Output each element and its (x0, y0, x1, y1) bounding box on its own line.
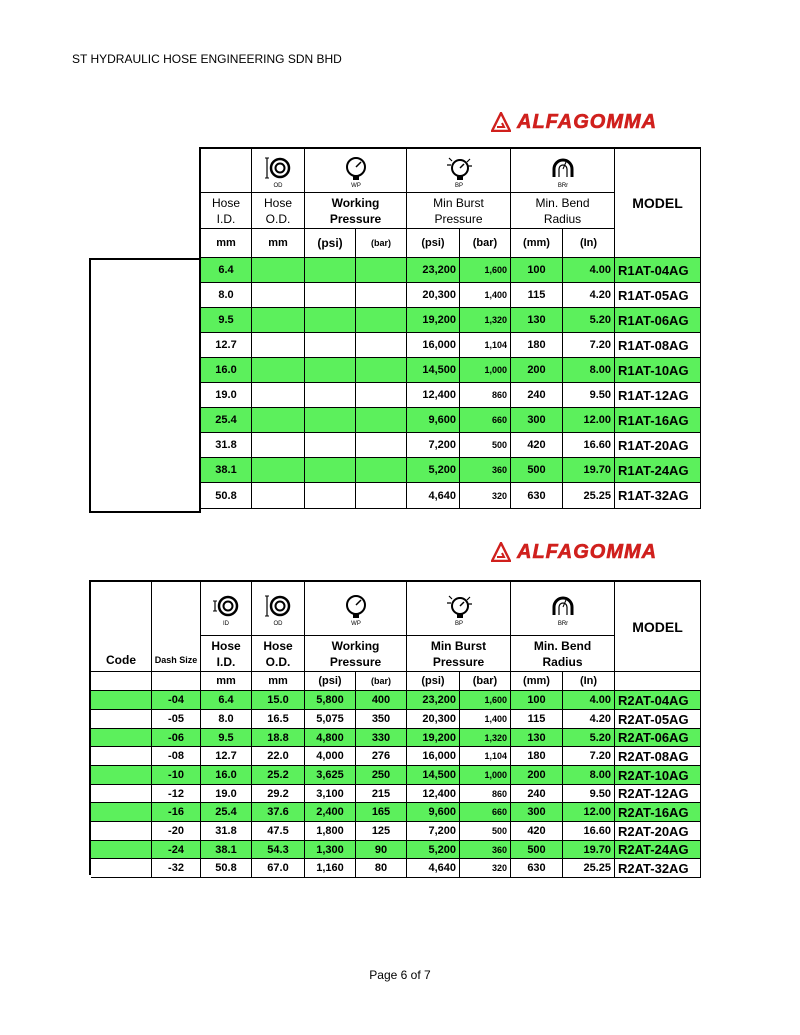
br-mm-cell: 630 (511, 859, 563, 878)
bp-psi-cell: 9,600 (407, 803, 460, 822)
wp-bar-cell: 350 (356, 710, 407, 729)
hose-id-cell: 8.0 (201, 283, 252, 308)
wp-psi-cell: 1,800 (305, 822, 356, 841)
model-header: MODEL (615, 149, 701, 258)
wp-bar-cell (356, 333, 407, 358)
bp-bar-cell: 500 (460, 822, 511, 841)
br-mm-cell: 500 (511, 458, 563, 483)
hose-od-cell: 16.5 (252, 710, 305, 729)
wp-psi-cell: 4,000 (305, 747, 356, 766)
wp-psi-cell: 1,300 (305, 841, 356, 859)
hose-id-cell: 9.5 (201, 729, 252, 747)
wp-psi-cell: 2,400 (305, 803, 356, 822)
bp-bar-cell: 1,104 (460, 333, 511, 358)
bend-radius-header (511, 636, 615, 672)
hose-od-cell (252, 283, 305, 308)
br-mm-cell: 100 (511, 258, 563, 283)
hose-id-cell: 16.0 (201, 766, 252, 785)
alfagomma-mark-icon (491, 112, 511, 132)
id-icon (211, 593, 241, 627)
code-cell (91, 859, 152, 878)
wp-bar-cell (356, 258, 407, 283)
model-cell: R1AT-05AG (615, 283, 701, 308)
code-cell (91, 766, 152, 785)
bp-psi-cell: 16,000 (407, 747, 460, 766)
br-mm-cell: 420 (511, 433, 563, 458)
br-in-cell: 12.00 (563, 408, 615, 433)
bp-bar-cell: 1,600 (460, 691, 511, 710)
svg-text:WP: WP (350, 182, 361, 189)
model-cell: R1AT-06AG (615, 308, 701, 333)
unit-cell: (mm) (511, 672, 563, 691)
br-in-cell: 5.20 (563, 308, 615, 333)
hose-id-cell: 8.0 (201, 710, 252, 729)
hose-id-cell: 6.4 (201, 691, 252, 710)
wp-psi-cell (305, 383, 356, 408)
hose-id-cell: 16.0 (201, 358, 252, 383)
unit-cell: mm (252, 672, 305, 691)
hose-id-cell: 25.4 (201, 408, 252, 433)
bp-psi-cell: 20,300 (407, 710, 460, 729)
br-mm-cell: 630 (511, 483, 563, 509)
bp-psi-cell: 14,500 (407, 766, 460, 785)
od-icon-cell (252, 149, 305, 193)
hose-od-cell (252, 258, 305, 283)
unit-cell: mm (252, 229, 305, 258)
company-name: ST HYDRAULIC HOSE ENGINEERING SDN BHD (72, 52, 342, 66)
br-in-cell: 8.00 (563, 358, 615, 383)
od-icon (263, 155, 293, 189)
wp-psi-cell (305, 483, 356, 509)
unit-cell: (bar) (356, 672, 407, 691)
svg-text:BRr: BRr (557, 182, 568, 189)
hose-od-header (252, 193, 305, 229)
hose-id-cell: 31.8 (201, 822, 252, 841)
header-line-1: Working (331, 638, 380, 653)
bp-psi-cell: 19,200 (407, 729, 460, 747)
wp-bar-cell: 250 (356, 766, 407, 785)
working-pressure-header (305, 636, 407, 672)
model-header: MODEL (615, 582, 701, 672)
model-cell: R1AT-08AG (615, 333, 701, 358)
wp-bar-cell: 165 (356, 803, 407, 822)
br-mm-cell: 115 (511, 710, 563, 729)
model-cell: R2AT-20AG (615, 822, 701, 841)
unit-cell-blank (615, 672, 701, 691)
br-mm-cell: 130 (511, 729, 563, 747)
wp-psi-cell (305, 408, 356, 433)
bp-bar-cell: 1,104 (460, 747, 511, 766)
br-mm-cell: 200 (511, 766, 563, 785)
hose-id-cell: 38.1 (201, 458, 252, 483)
hose-id-cell: 38.1 (201, 841, 252, 859)
hose-id-cell: 19.0 (201, 785, 252, 803)
wp-psi-cell (305, 433, 356, 458)
bp-psi-cell: 7,200 (407, 433, 460, 458)
bp-bar-cell: 500 (460, 433, 511, 458)
wp-bar-cell (356, 308, 407, 333)
hose-od-cell (252, 358, 305, 383)
bp-bar-cell: 1,400 (460, 710, 511, 729)
dash-size-cell: -24 (152, 841, 201, 859)
code-cell (91, 785, 152, 803)
wp-icon-cell (305, 149, 407, 193)
burst-pressure-header (407, 636, 511, 672)
br-in-cell: 4.00 (563, 258, 615, 283)
hose-od-cell: 25.2 (252, 766, 305, 785)
br-in-cell: 7.20 (563, 747, 615, 766)
header-line-2: I.D. (216, 211, 236, 226)
br-in-cell: 19.70 (563, 841, 615, 859)
wp-psi-cell: 5,075 (305, 710, 356, 729)
br-mm-cell: 180 (511, 747, 563, 766)
br-icon-cell (511, 149, 615, 193)
wp-bar-cell: 400 (356, 691, 407, 710)
br-in-cell: 7.20 (563, 333, 615, 358)
br-icon (548, 155, 578, 189)
wp-psi-cell (305, 358, 356, 383)
alfagomma-wordmark: ALFAGOMMA (517, 540, 658, 563)
dash-size-header: Dash Size (152, 582, 201, 672)
model-cell: R1AT-20AG (615, 433, 701, 458)
bp-bar-cell: 1,000 (460, 766, 511, 785)
bp-psi-cell: 12,400 (407, 383, 460, 408)
br-in-cell: 25.25 (563, 483, 615, 509)
header-line-2: Radius (543, 211, 582, 226)
header-line-2: O.D. (265, 654, 291, 669)
bp-bar-cell: 360 (460, 841, 511, 859)
hose-id-cell: 50.8 (201, 859, 252, 878)
br-in-cell: 12.00 (563, 803, 615, 822)
svg-text:OD: OD (273, 620, 283, 627)
code-cell (91, 822, 152, 841)
model-cell: R1AT-16AG (615, 408, 701, 433)
working-pressure-header (305, 193, 407, 229)
br-mm-cell: 240 (511, 785, 563, 803)
hose-id-cell: 31.8 (201, 433, 252, 458)
wp-bar-cell (356, 433, 407, 458)
model-cell: R1AT-12AG (615, 383, 701, 408)
br-icon-cell (511, 582, 615, 636)
bp-psi-cell: 4,640 (407, 859, 460, 878)
header-line-2: Radius (542, 654, 583, 669)
wp-bar-cell (356, 458, 407, 483)
model-cell: R2AT-16AG (615, 803, 701, 822)
model-cell: R1AT-10AG (615, 358, 701, 383)
dash-size-cell: -06 (152, 729, 201, 747)
alfagomma-logo-2 (491, 540, 657, 564)
hose-id-header (201, 193, 252, 229)
bp-icon-cell (407, 149, 511, 193)
hose-od-cell: 22.0 (252, 747, 305, 766)
wp-bar-cell: 330 (356, 729, 407, 747)
unit-cell: (psi) (407, 229, 460, 258)
svg-text:BRr: BRr (557, 620, 568, 627)
code-cell (91, 691, 152, 710)
wp-bar-cell: 215 (356, 785, 407, 803)
svg-text:ID: ID (223, 620, 229, 627)
header-line-2: Pressure (329, 211, 382, 226)
wp-psi-cell (305, 258, 356, 283)
hose-od-cell: 15.0 (252, 691, 305, 710)
bp-psi-cell: 20,300 (407, 283, 460, 308)
bp-bar-cell: 860 (460, 383, 511, 408)
header-line-2: Pressure (434, 211, 483, 226)
bp-psi-cell: 5,200 (407, 458, 460, 483)
wp-bar-cell (356, 283, 407, 308)
bend-radius-header (511, 193, 615, 229)
dash-size-cell: -04 (152, 691, 201, 710)
alfagomma-logo (491, 110, 657, 134)
model-cell: R2AT-10AG (615, 766, 701, 785)
hose-od-cell (252, 383, 305, 408)
wp-bar-cell: 276 (356, 747, 407, 766)
svg-text:BP: BP (454, 182, 463, 189)
model-cell: R2AT-32AG (615, 859, 701, 878)
dash-size-cell: -20 (152, 822, 201, 841)
bp-bar-cell: 1,000 (460, 358, 511, 383)
bp-icon (444, 593, 474, 627)
br-mm-cell: 240 (511, 383, 563, 408)
bp-psi-cell: 16,000 (407, 333, 460, 358)
wp-psi-cell (305, 308, 356, 333)
br-in-cell: 9.50 (563, 785, 615, 803)
br-icon (548, 593, 578, 627)
unit-cell: (mm) (511, 229, 563, 258)
unit-cell: (psi) (305, 229, 356, 258)
r2at-spec-table (89, 580, 701, 875)
unit-cell-blank (152, 672, 201, 691)
bp-psi-cell: 5,200 (407, 841, 460, 859)
br-in-cell: 4.00 (563, 691, 615, 710)
dash-size-cell: -12 (152, 785, 201, 803)
bp-psi-cell: 4,640 (407, 483, 460, 509)
bp-icon-cell (407, 582, 511, 636)
hose-od-cell (252, 433, 305, 458)
unit-cell: mm (201, 672, 252, 691)
od-icon-cell (252, 582, 305, 636)
bp-icon (444, 155, 474, 189)
unit-cell: (bar) (356, 229, 407, 258)
model-cell: R2AT-24AG (615, 841, 701, 859)
bp-bar-cell: 320 (460, 483, 511, 509)
wp-bar-cell (356, 408, 407, 433)
wp-bar-cell (356, 483, 407, 509)
hose-od-cell (252, 308, 305, 333)
id-icon-cell (201, 582, 252, 636)
br-in-cell: 4.20 (563, 283, 615, 308)
br-in-cell: 5.20 (563, 729, 615, 747)
wp-icon-cell (305, 582, 407, 636)
bp-psi-cell: 9,600 (407, 408, 460, 433)
br-mm-cell: 300 (511, 803, 563, 822)
hose-od-cell (252, 458, 305, 483)
dash-size-cell: -10 (152, 766, 201, 785)
bp-psi-cell: 23,200 (407, 691, 460, 710)
br-in-cell: 9.50 (563, 383, 615, 408)
wp-psi-cell: 4,800 (305, 729, 356, 747)
wp-psi-cell: 5,800 (305, 691, 356, 710)
hose-od-cell: 29.2 (252, 785, 305, 803)
bp-bar-cell: 1,320 (460, 308, 511, 333)
wp-bar-cell: 80 (356, 859, 407, 878)
model-cell: R2AT-05AG (615, 710, 701, 729)
header-line-1: Hose (263, 195, 292, 210)
dash-size-cell: -05 (152, 710, 201, 729)
code-cell (91, 710, 152, 729)
header-line-1: Min Burst (433, 195, 484, 210)
unit-cell: mm (201, 229, 252, 258)
blank-side-box (89, 258, 201, 513)
od-icon (263, 593, 293, 627)
wp-psi-cell (305, 333, 356, 358)
header-line-1: Min. Bend (533, 638, 592, 653)
wp-icon (341, 593, 371, 627)
br-mm-cell: 130 (511, 308, 563, 333)
wp-bar-cell (356, 358, 407, 383)
svg-text:BP: BP (454, 620, 463, 627)
header-line-1: Working (331, 195, 380, 210)
br-in-cell: 16.60 (563, 822, 615, 841)
alfagomma-wordmark: ALFAGOMMA (517, 110, 658, 133)
header-line-2: Pressure (329, 654, 382, 669)
alfagomma-mark-icon (491, 542, 511, 562)
dash-size-cell: -08 (152, 747, 201, 766)
bp-bar-cell: 660 (460, 803, 511, 822)
burst-pressure-header (407, 193, 511, 229)
bp-psi-cell: 7,200 (407, 822, 460, 841)
code-header: Code (91, 582, 152, 672)
code-cell (91, 803, 152, 822)
model-cell: R2AT-06AG (615, 729, 701, 747)
bp-bar-cell: 320 (460, 859, 511, 878)
br-in-cell: 25.25 (563, 859, 615, 878)
header-line-2: Pressure (432, 654, 485, 669)
bp-bar-cell: 1,320 (460, 729, 511, 747)
svg-text:OD: OD (273, 182, 283, 189)
unit-cell: (In) (563, 229, 615, 258)
header-line-1: Hose (211, 195, 240, 210)
br-mm-cell: 100 (511, 691, 563, 710)
model-cell: R1AT-04AG (615, 258, 701, 283)
wp-bar-cell: 90 (356, 841, 407, 859)
wp-icon (341, 155, 371, 189)
hose-id-cell: 6.4 (201, 258, 252, 283)
wp-bar-cell (356, 383, 407, 408)
unit-cell: (psi) (305, 672, 356, 691)
code-cell (91, 841, 152, 859)
hose-id-cell: 12.7 (201, 333, 252, 358)
wp-psi-cell: 3,625 (305, 766, 356, 785)
br-mm-cell: 300 (511, 408, 563, 433)
wp-psi-cell (305, 283, 356, 308)
hose-od-cell (252, 333, 305, 358)
hose-id-cell: 25.4 (201, 803, 252, 822)
hose-od-cell (252, 408, 305, 433)
hose-od-cell: 54.3 (252, 841, 305, 859)
br-in-cell: 8.00 (563, 766, 615, 785)
br-mm-cell: 420 (511, 822, 563, 841)
header-line-2: I.D. (216, 654, 236, 669)
bp-bar-cell: 360 (460, 458, 511, 483)
header-line-1: Hose (211, 638, 241, 653)
dash-size-cell: -32 (152, 859, 201, 878)
header-line-1: Hose (263, 638, 293, 653)
unit-cell: (bar) (460, 672, 511, 691)
wp-psi-cell: 1,160 (305, 859, 356, 878)
hose-od-cell: 47.5 (252, 822, 305, 841)
bp-psi-cell: 12,400 (407, 785, 460, 803)
bp-bar-cell: 1,600 (460, 258, 511, 283)
model-cell: R2AT-12AG (615, 785, 701, 803)
header-line-1: Min Burst (430, 638, 487, 653)
br-in-cell: 4.20 (563, 710, 615, 729)
br-mm-cell: 200 (511, 358, 563, 383)
br-in-cell: 19.70 (563, 458, 615, 483)
hose-id-cell: 19.0 (201, 383, 252, 408)
hose-id-cell: 12.7 (201, 747, 252, 766)
header-line-2: O.D. (265, 211, 291, 226)
br-mm-cell: 180 (511, 333, 563, 358)
hose-od-cell (252, 483, 305, 509)
unit-cell-blank (91, 672, 152, 691)
bp-psi-cell: 23,200 (407, 258, 460, 283)
model-cell: R1AT-32AG (615, 483, 701, 509)
bp-bar-cell: 860 (460, 785, 511, 803)
page-number: Page 6 of 7 (369, 968, 431, 982)
hose-od-cell: 67.0 (252, 859, 305, 878)
hose-id-header (201, 636, 252, 672)
br-in-cell: 16.60 (563, 433, 615, 458)
bp-psi-cell: 14,500 (407, 358, 460, 383)
hose-id-cell: 9.5 (201, 308, 252, 333)
model-cell: R2AT-04AG (615, 691, 701, 710)
code-cell (91, 729, 152, 747)
r1at-spec-table (199, 147, 701, 513)
hose-id-cell: 50.8 (201, 483, 252, 509)
dash-size-cell: -16 (152, 803, 201, 822)
model-cell: R2AT-08AG (615, 747, 701, 766)
br-mm-cell: 500 (511, 841, 563, 859)
wp-bar-cell: 125 (356, 822, 407, 841)
bp-psi-cell: 19,200 (407, 308, 460, 333)
model-cell: R1AT-24AG (615, 458, 701, 483)
header-line-1: Min. Bend (535, 195, 590, 210)
unit-cell: (psi) (407, 672, 460, 691)
code-cell (91, 747, 152, 766)
hose-od-header (252, 636, 305, 672)
br-mm-cell: 115 (511, 283, 563, 308)
hose-od-cell: 37.6 (252, 803, 305, 822)
hose-od-cell: 18.8 (252, 729, 305, 747)
unit-cell: (In) (563, 672, 615, 691)
bp-bar-cell: 660 (460, 408, 511, 433)
wp-psi-cell: 3,100 (305, 785, 356, 803)
wp-psi-cell (305, 458, 356, 483)
svg-text:WP: WP (350, 620, 361, 627)
icon-cell-blank (201, 149, 252, 193)
bp-bar-cell: 1,400 (460, 283, 511, 308)
unit-cell: (bar) (460, 229, 511, 258)
